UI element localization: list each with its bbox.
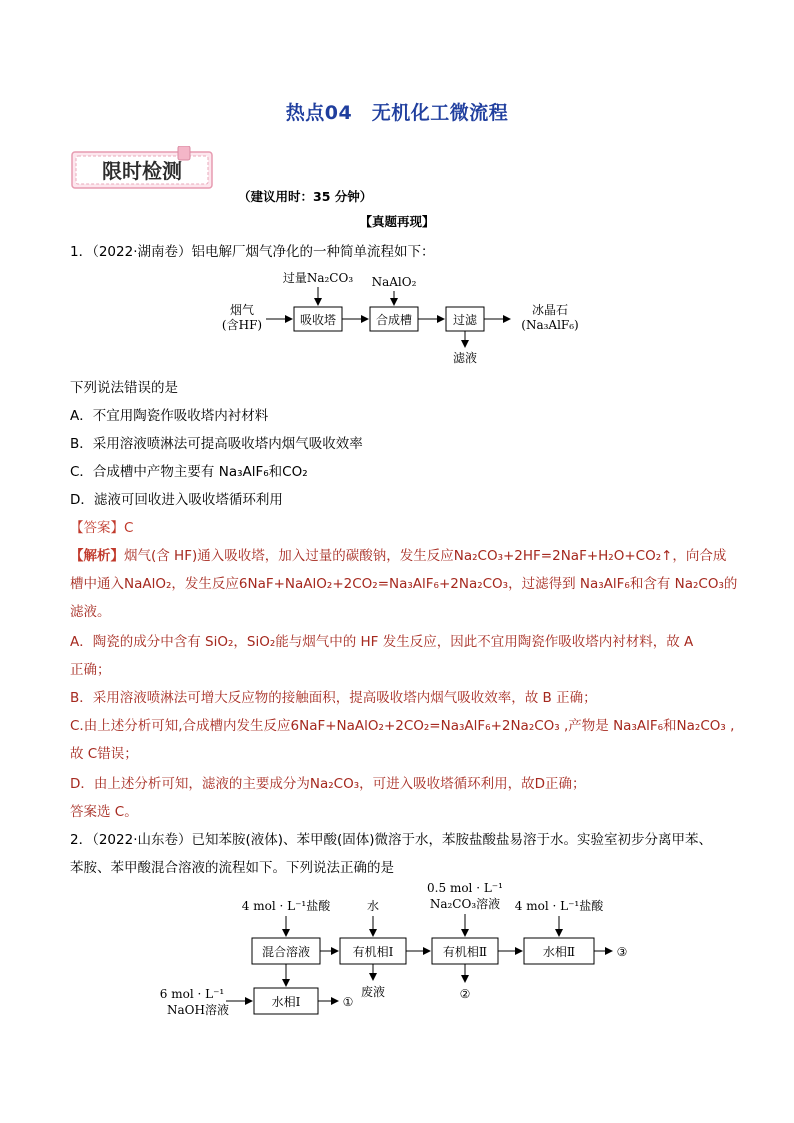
q1-add-label-2: NaAlO₂ [371,275,417,289]
q1-analysis-line-1 [70,544,726,564]
q1-analysis-label: 【解析】 [70,548,124,564]
q2-stem-line-1: 2．（2022·山东卷）已知苯胺(液体)、苯甲酸(固体)微溶于水，苯胺盐酸盐易溶于水。实验室初步分离甲苯、 [70,832,713,848]
q2-reagent-1: 4 mol · L⁻¹盐酸 [241,899,331,913]
q1-option-a: A．不宜用陶瓷作吸收塔内衬材料 [70,408,269,424]
q2-mark-3: ③ [616,945,628,959]
q2-reagent-4: 4 mol · L⁻¹盐酸 [514,899,604,913]
q1-analysis-c-line-2: 故 C错误； [70,746,138,762]
q1-analysis-a-line-1: A．陶瓷的成分中含有 SiO₂，SiO₂能与烟气中的 HF 发生反应，因此不宜用陶瓷作吸收塔内衬材料，故 A [70,634,694,650]
suggested-time: （建议用时：35 分钟） [238,189,373,204]
q1-option-d: D．滤液可回收进入吸收塔循环利用 [70,492,283,508]
q1-input-label-2: (含HF) [221,318,263,332]
q2-box-organic-2-label: 有机相Ⅱ [442,945,488,959]
q2-flow-diagram [160,878,640,1028]
q1-box-filter-label: 过滤 [452,313,478,327]
q1-option-c: C．合成槽中产物主要有 Na₃AlF₆和CO₂ [70,464,308,480]
q2-mark-1: ① [342,995,354,1009]
time-limit-badge [70,146,216,190]
q1-analysis-b: B．采用溶液喷淋法可增大反应物的接触面积，提高吸收塔内烟气吸收效率，故 B 正确； [70,690,597,706]
q1-add-label-1: 过量Na₂CO₃ [282,271,354,285]
q1-analysis-d: D．由上述分析可知，滤液的主要成分为Na₂CO₃，可进入吸收塔循环利用，故D正确； [70,776,586,792]
q1-analysis-line-3: 滤液。 [70,604,111,620]
q1-input-label-1: 烟气 [229,303,255,317]
q1-stem: 1．（2022·湖南卷）铝电解厂烟气净化的一种简单流程如下： [70,244,435,260]
page-title: 热点04 无机化工微流程 [285,102,509,124]
q2-reagent-5b: NaOH溶液 [167,1003,229,1017]
q2-box-aqueous-2-label: 水相Ⅱ [542,945,576,959]
q1-flow-diagram [210,262,590,372]
q1-question: 下列说法错误的是 [70,380,178,396]
q1-box-synthesis-label: 合成槽 [375,313,413,327]
q2-box-mixture-label: 混合溶液 [261,945,311,959]
q1-answer: 【答案】C [70,520,134,536]
q1-output-label-1: 冰晶石 [531,303,569,317]
q1-analysis-a-line-2: 正确； [70,662,111,678]
q2-waste-label: 废液 [360,985,386,999]
q2-box-organic-1-label: 有机相Ⅰ [352,945,394,959]
q2-stem-line-2: 苯胺、苯甲酸混合溶液的流程如下。下列说法正确的是 [70,860,394,876]
q2-reagent-3b: Na₂CO₃溶液 [429,897,501,911]
q2-mark-2: ② [459,987,471,1001]
q1-box-absorber-label: 吸收塔 [299,313,337,327]
q1-analysis-c-line-1: C.由上述分析可知,合成槽内发生反应6NaF+NaAlO₂+2CO₂=Na₃AlF₆+2Na₂CO₃ ,产物是 Na₃AlF₆和Na₂CO₃ , [70,718,735,734]
badge-label: 限时检测 [102,159,182,183]
q1-option-b: B．采用溶液喷淋法可提高吸收塔内烟气吸收效率 [70,436,363,452]
q1-analysis-line-2: 槽中通入NaAlO₂，发生反应6NaF+NaAlO₂+2CO₂=Na₃AlF₆+2Na₂CO₃，过滤得到 Na₃AlF₆和含有 Na₂CO₃的 [70,576,738,592]
q1-output-label-2: (Na₃AlF₆) [521,318,579,332]
q1-waste-label: 滤液 [452,351,478,365]
q2-reagent-5a: 6 mol · L⁻¹ [160,987,225,1001]
q2-reagent-3a: 0.5 mol · L⁻¹ [427,881,503,895]
section-heading: 【真题再现】 [359,214,435,229]
q2-reagent-2: 水 [366,899,380,913]
q2-box-aqueous-1-label: 水相Ⅰ [271,995,301,1009]
q1-analysis-text-1: 烟气(含 HF)通入吸收塔，加入过量的碳酸钠，发生反应Na₂CO₃+2HF=2NaF+H₂O+CO₂↑，向合成 [124,548,727,564]
q1-final-answer: 答案选 C。 [70,804,138,820]
